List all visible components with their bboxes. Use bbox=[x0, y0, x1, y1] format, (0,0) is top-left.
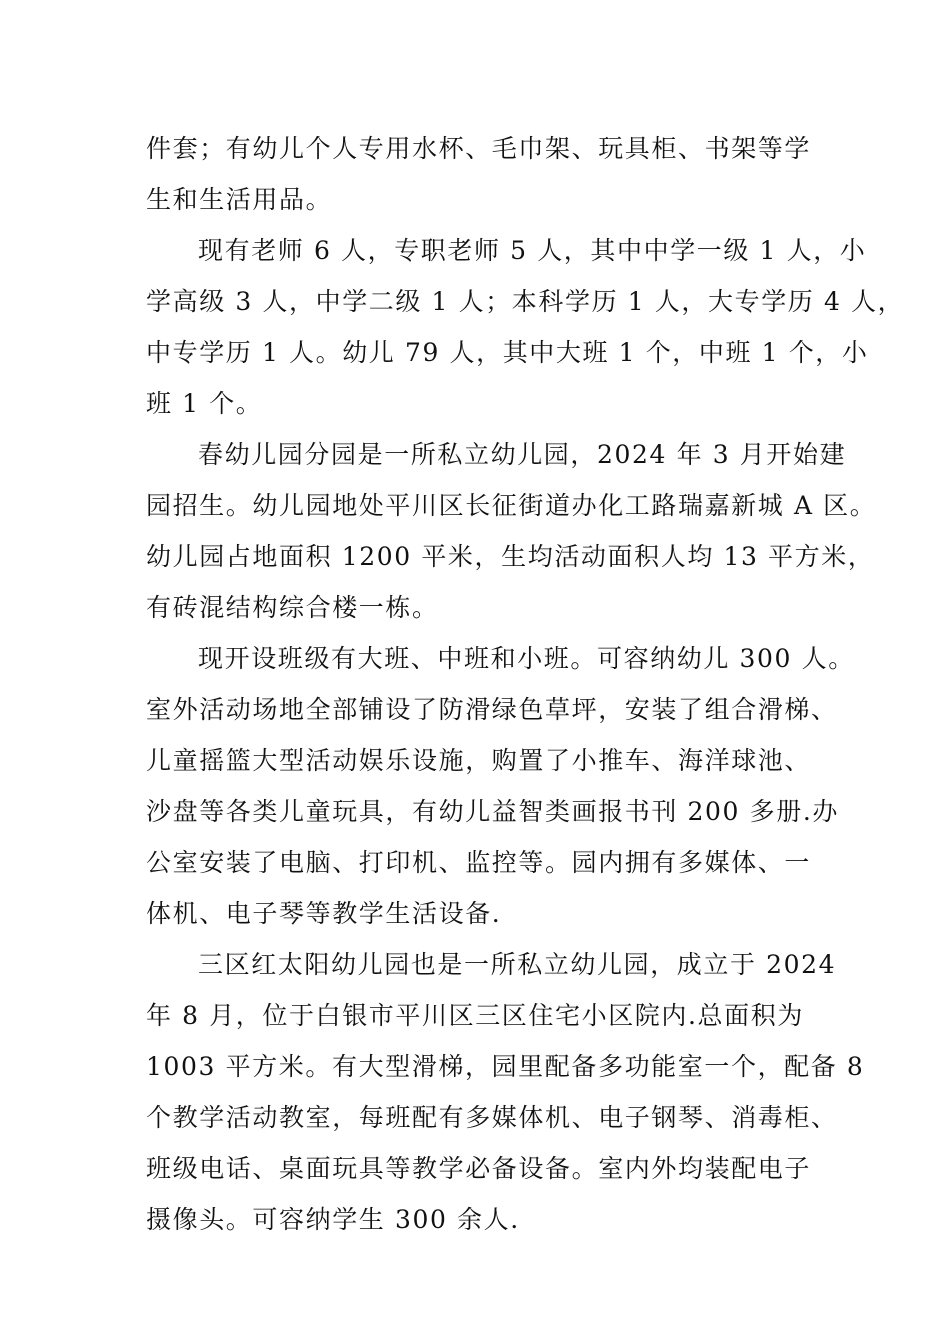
text-line: 园招生。幼儿园地处平川区长征街道办化工路瑞嘉新城 A 区。 bbox=[146, 491, 877, 520]
text-line: 儿童摇篮大型活动娱乐设施，购置了小推车、海洋球池、 bbox=[146, 746, 812, 775]
text-line: 班级电话、桌面玩具等教学必备设备。室内外均装配电子 bbox=[146, 1154, 812, 1183]
text-line: 件套；有幼儿个人专用水杯、毛巾架、玩具柜、书架等学 bbox=[146, 134, 812, 163]
text-line: 中专学历 1 人。幼儿 79 人，其中大班 1 个，中班 1 个，小 bbox=[146, 338, 869, 367]
text-line: 班 1 个。 bbox=[146, 389, 263, 418]
paragraph-start-line: 三区红太阳幼儿园也是一所私立幼儿园，成立于 2024 bbox=[198, 950, 837, 979]
text-line: 学高级 3 人，中学二级 1 人；本科学历 1 人，大专学历 4 人， bbox=[146, 287, 905, 316]
text-line: 1003 平方米。有大型滑梯，园里配备多功能室一个，配备 8 bbox=[146, 1052, 865, 1081]
text-line: 室外活动场地全部铺设了防滑绿色草坪，安装了组合滑梯、 bbox=[146, 695, 838, 724]
paragraph-start-line: 现有老师 6 人，专职老师 5 人，其中中学一级 1 人，小 bbox=[198, 236, 867, 265]
text-line: 生和生活用品。 bbox=[146, 185, 333, 214]
document-body bbox=[146, 128, 905, 1250]
paragraph-start-line: 现开设班级有大班、中班和小班。可容纳幼儿 300 人。 bbox=[198, 644, 855, 673]
text-line: 年 8 月，位于白银市平川区三区住宅小区院内.总面积为 bbox=[146, 1001, 804, 1030]
text-line: 摄像头。可容纳学生 300 余人. bbox=[146, 1205, 520, 1234]
paragraph-start-line: 春幼儿园分园是一所私立幼儿园，2024 年 3 月开始建 bbox=[198, 440, 847, 469]
text-line: 个教学活动教室，每班配有多媒体机、电子钢琴、消毒柜、 bbox=[146, 1103, 838, 1132]
text-line: 有砖混结构综合楼一栋。 bbox=[146, 593, 439, 622]
text-line: 沙盘等各类儿童玩具，有幼儿益智类画报书刊 200 多册.办 bbox=[146, 797, 839, 826]
text-line: 幼儿园占地面积 1200 平米，生均活动面积人均 13 平方米， bbox=[146, 542, 875, 571]
text-line: 公室安装了电脑、打印机、监控等。园内拥有多媒体、一 bbox=[146, 848, 812, 877]
text-line: 体机、电子琴等教学生活设备. bbox=[146, 899, 502, 928]
